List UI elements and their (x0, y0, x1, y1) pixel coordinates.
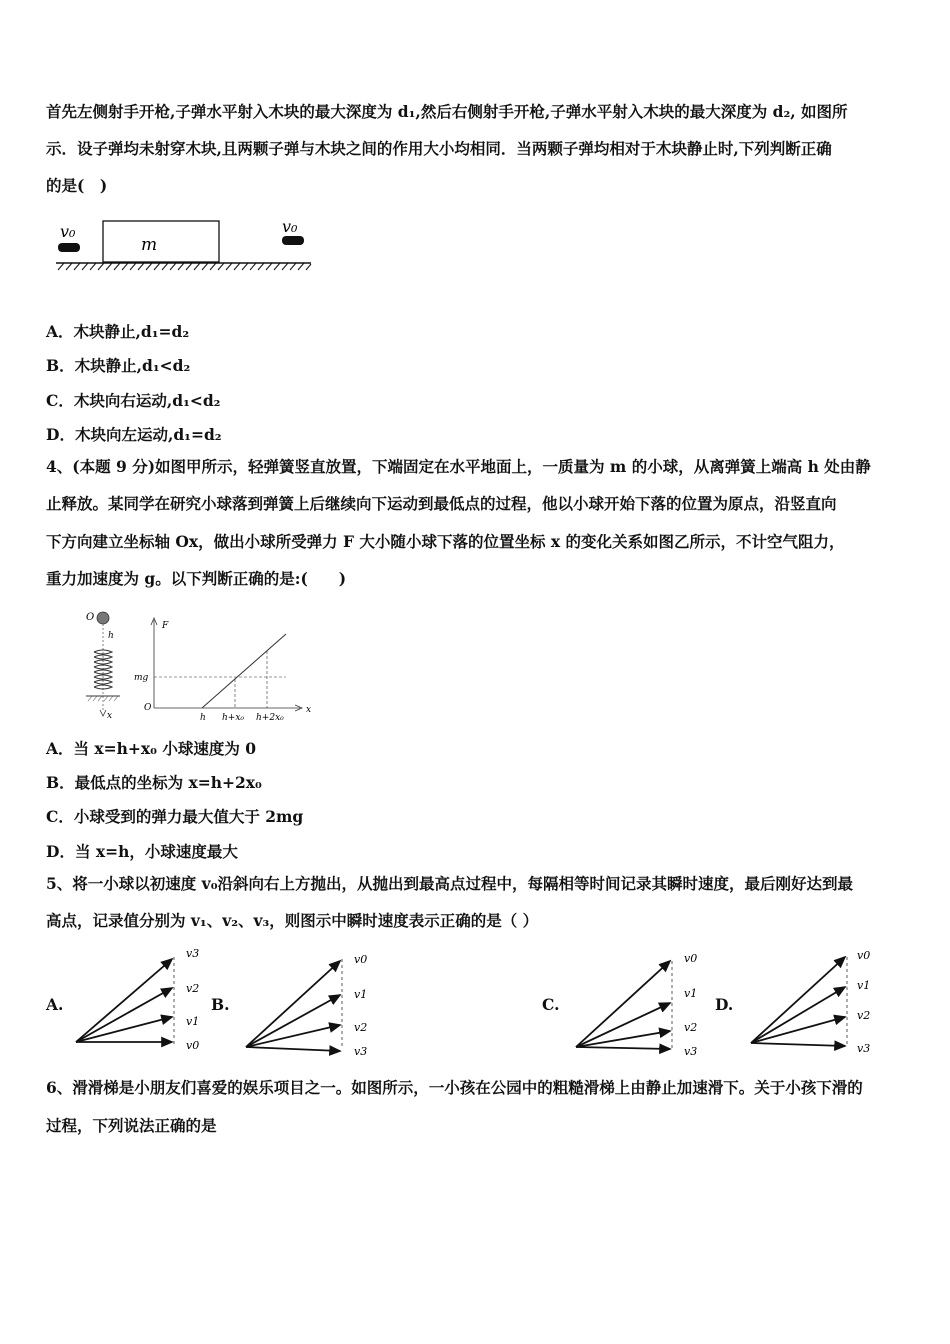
vector-label: v3 (354, 1045, 368, 1058)
tick-h-plus-2x0: h+2x₀ (256, 713, 284, 723)
q4-line-1: 4、(本题 9 分)如图甲所示，轻弹簧竖直放置，下端固定在水平地面上，一质量为 m 的小球，从离弹簧上端高 h 处由静 (46, 457, 871, 476)
wood-block (103, 221, 219, 262)
vector-label: v2 (354, 1021, 368, 1034)
q3-option-c: C．木块向右运动,d₁<d₂ (46, 391, 221, 410)
vector-label: v0 (186, 1039, 200, 1052)
q6-line-1: 6、滑滑梯是小朋友们喜爱的娱乐项目之一。如图所示，一小孩在公园中的粗糙滑梯上由静止加速滑下。关于小孩下滑的 (46, 1078, 863, 1097)
q3-left-velocity-label: v₀ (60, 222, 76, 241)
q4-option-d: D．当 x=h，小球速度最大 (46, 842, 238, 861)
q4-line-3: 下方向建立坐标轴 Ox，做出小球所受弹力 F 大小随小球下落的位置坐标 x 的变化关系如图乙所示，不计空气阻力， (46, 532, 845, 551)
spring-diagram (86, 612, 120, 721)
force-position-graph (134, 618, 311, 723)
right-bullet-icon (282, 236, 304, 245)
mg-label: mg (134, 673, 149, 683)
vector-label: v1 (186, 1015, 200, 1028)
tick-h-plus-x0: h+x₀ (222, 713, 245, 723)
q5-line-2: 高点，记录值分别为 v₁、v₂、v₃，则图示中瞬时速度表示正确的是（ ） (46, 911, 539, 930)
q3-right-velocity-label: v₀ (282, 217, 298, 236)
vector-label: v3 (857, 1042, 871, 1055)
q5-option-a-label: A. (46, 995, 64, 1014)
vector-label: v3 (684, 1045, 698, 1058)
vector-label: v2 (857, 1009, 871, 1022)
vector-label: v0 (354, 953, 368, 966)
force-axis-label: F (162, 621, 169, 631)
q4-line-2: 止释放。某同学在研究小球落到弹簧上后继续向下运动到最低点的过程，他以小球开始下落的位置为原点，沿竖直向 (46, 494, 837, 513)
q4-option-c: C．小球受到的弹力最大值大于 2mg (46, 807, 304, 826)
q4-figure-spring-and-graph (78, 606, 318, 726)
origin-label: O (86, 612, 95, 623)
vector-label: v2 (186, 982, 200, 995)
tick-h: h (200, 713, 206, 723)
vector-label: v1 (354, 988, 368, 1001)
q3-line-2: 示．设子弹均未射穿木块,且两颗子弹与木块之间的作用大小均相同．当两颗子弹均相对于木块静止时,下列判断正确 (46, 139, 832, 158)
q5-option-d-label: D. (715, 995, 734, 1014)
q5-diagram-a (70, 945, 210, 1060)
position-axis-label: x (306, 705, 312, 715)
q4-option-a: A．当 x=h+x₀ 小球速度为 0 (46, 739, 257, 758)
q5-diagram-b (240, 945, 380, 1060)
q3-option-a: A．木块静止,d₁=d₂ (46, 322, 190, 341)
q3-option-d: D．木块向左运动,d₁=d₂ (46, 425, 222, 444)
height-label: h (108, 631, 114, 641)
spring-icon (94, 650, 112, 689)
ball-icon (97, 612, 109, 624)
left-bullet-icon (58, 243, 80, 252)
vector-label: v1 (857, 979, 871, 992)
vector-label: v0 (684, 952, 698, 965)
force-line (202, 634, 286, 708)
q3-block-mass-label: m (141, 235, 158, 255)
q4-option-b: B．最低点的坐标为 x=h+2x₀ (46, 773, 262, 792)
q4-line-4: 重力加速度为 g。以下判断正确的是:( ) (46, 569, 347, 588)
vector-label: v0 (857, 949, 871, 962)
q5-option-b-label: B. (211, 995, 230, 1014)
q5-diagram-d (745, 945, 885, 1060)
ground-hatch (58, 263, 311, 270)
q6-line-2: 过程，下列说法正确的是 (46, 1116, 217, 1135)
vector-label: v3 (186, 947, 200, 960)
q3-figure-block-bullets (46, 215, 326, 275)
q3-option-b: B．木块静止,d₁<d₂ (46, 356, 191, 375)
q5-diagram-c (570, 945, 710, 1060)
graph-origin-label: O (144, 703, 152, 713)
q3-line-3: 的是( ) (46, 176, 108, 195)
q5-option-c-label: C. (542, 995, 560, 1014)
vector-label: v1 (684, 987, 698, 1000)
vector-label: v2 (684, 1021, 698, 1034)
q3-line-1: 首先左侧射手开枪,子弹水平射入木块的最大深度为 d₁,然后右侧射手开枪,子弹水平射入木块的最大深度为 d₂, 如图所 (46, 102, 848, 121)
q5-line-1: 5、将一小球以初速度 v₀沿斜向右上方抛出，从抛出到最高点过程中，每隔相等时间记录其瞬时速度，最后刚好达到最 (46, 874, 853, 893)
x-axis-down-label: x (107, 711, 113, 721)
